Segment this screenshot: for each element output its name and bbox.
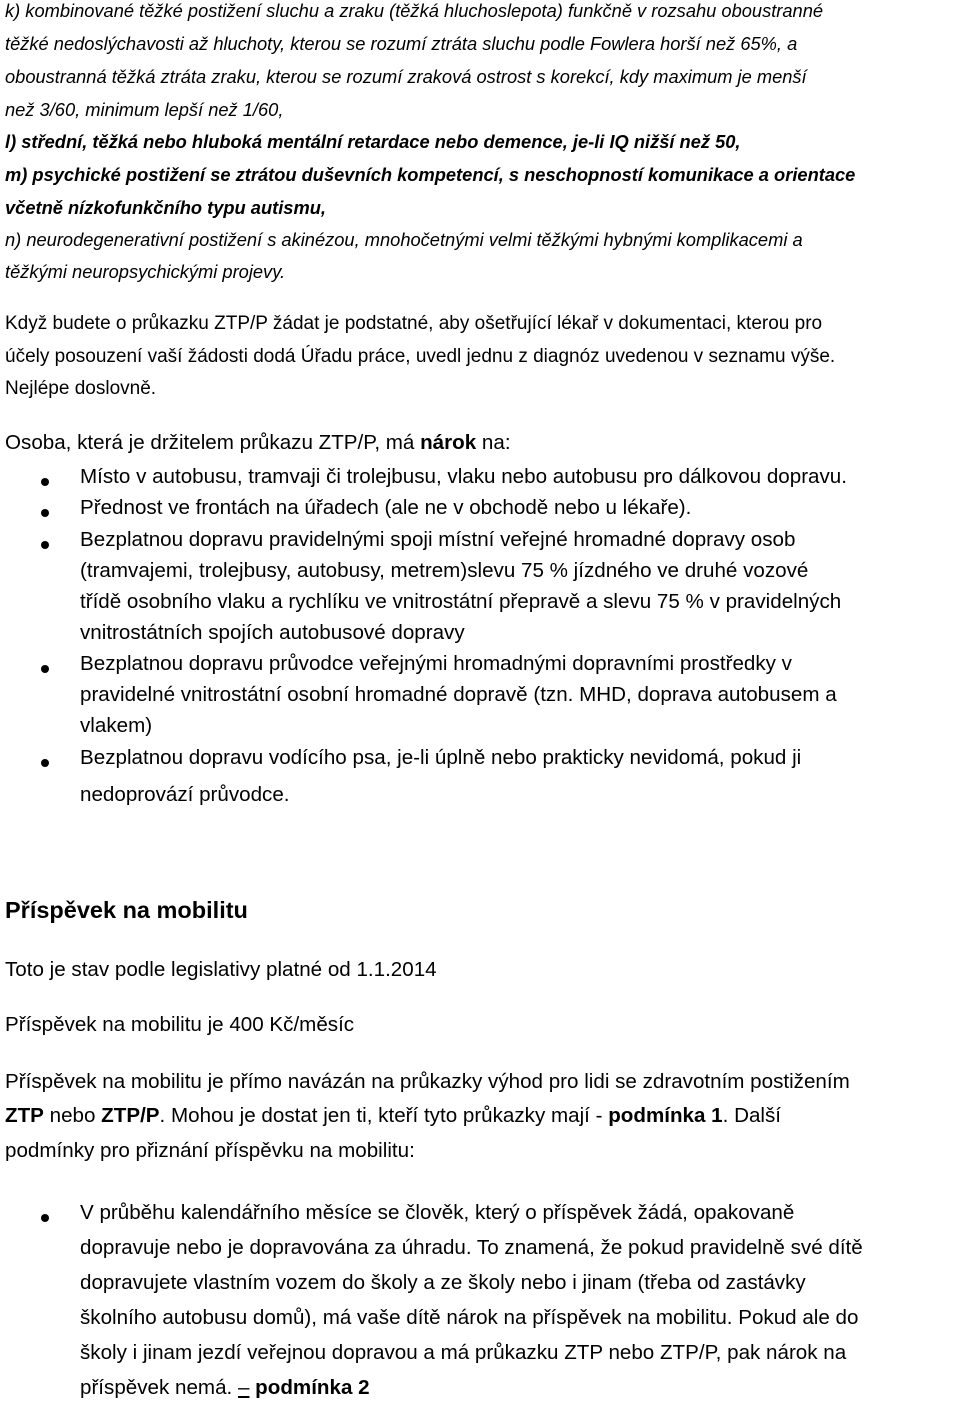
paragraph-ztp-request-line: účely posouzení vaší žádosti dodá Úřadu práce, uvedl jednu z diagnóz uvedenou v seznamu výše.	[5, 346, 836, 367]
inline-text: . Další	[722, 1104, 782, 1127]
dash-separator: –	[237, 1376, 250, 1399]
legislation-note: Toto je stav podle legislativy platné od 1.1.2014	[5, 958, 437, 981]
benefit-item-line: (tramvajemi, trolejbusy, autobusy, metrem)slevu 75 % jízdného ve druhé vozové	[80, 559, 809, 582]
inline-text: příspěvek nemá.	[80, 1376, 238, 1399]
inline-text: . Mohou je dostat jen ti, kteří tyto průkazky mají -	[159, 1104, 609, 1127]
benefit-item-line: pravidelné vnitrostátní osobní hromadné dopravě (tzn. MHD, doprava autobusem a	[80, 683, 837, 706]
benefit-item-line: nedoprovází průvodce.	[80, 783, 290, 806]
condition-line-last	[80, 1376, 370, 1400]
entitlement-intro-text: Osoba, která je držitelem průkazu ZTP/P, má	[5, 431, 421, 454]
condition-line: dopravuje nebo je dopravována za úhradu. To znamená, že pokud pravidelně své dítě	[80, 1236, 863, 1259]
entitlement-intro	[5, 431, 511, 455]
paragraph-link-line: podmínky pro přiznání příspěvku na mobilitu:	[5, 1139, 415, 1162]
bullet-icon	[41, 1214, 49, 1222]
benefit-item: Místo v autobusu, tramvaji či trolejbusu, vlaku nebo autobusu pro dálkovou dopravu.	[80, 465, 847, 488]
benefit-item: Přednost ve frontách na úřadech (ale ne v obchodě nebo u lékaře).	[80, 496, 692, 519]
benefit-item-line: Bezplatnou dopravu vodícího psa, je-li úplně nebo prakticky nevidomá, pokud ji	[80, 746, 802, 769]
paragraph-ztp-request-line: Když budete o průkazku ZTP/P žádat je podstatné, aby ošetřující lékař v dokumentaci, kterou pro	[5, 313, 823, 334]
list-item-k-line: oboustranná těžká ztráta zraku, kterou se rozumí zraková ostrost s korekcí, kdy maximum je menší	[5, 66, 807, 87]
ztp-term: ZTP	[5, 1104, 44, 1127]
ztpp-term: ZTP/P	[101, 1104, 160, 1127]
benefit-item-line: Bezplatnou dopravu pravidelnými spoji místní veřejné hromadné dopravy osob	[80, 528, 796, 551]
paragraph-link-line: Příspěvek na mobilitu je přímo navázán na průkazky výhod pro lidi se zdravotním postižením	[5, 1070, 850, 1093]
bullet-icon	[41, 759, 49, 767]
condition-line: školy i jinam jezdí veřejnou dopravou a má průkazku ZTP nebo ZTP/P, pak nárok na	[80, 1341, 847, 1364]
section-title: Příspěvek na mobilitu	[5, 897, 248, 923]
entitlement-intro-tail: na:	[476, 431, 511, 454]
list-item-k-line: než 3/60, minimum lepší než 1/60,	[5, 99, 284, 120]
list-item-l: l) střední, těžká nebo hluboká mentální retardace nebo demence, je-li IQ nižší než 50,	[5, 131, 741, 152]
bullet-icon	[41, 665, 49, 673]
condition-1-label: podmínka 1	[608, 1104, 723, 1127]
paragraph-ztp-request-line: Nejlépe doslovně.	[5, 378, 157, 399]
mobility-amount: Příspěvek na mobilitu je 400 Kč/měsíc	[5, 1013, 355, 1036]
bullet-icon	[41, 478, 49, 486]
benefit-item-line: třídě osobního vlaku a rychlíku ve vnitrostátní přepravě a slevu 75 % v pravidelných	[80, 590, 842, 613]
inline-text: nebo	[43, 1104, 102, 1127]
list-item-k-line: těžké nedoslýchavosti až hluchoty, kterou se rozumí ztráta sluchu podle Fowlera horší než 65%, a	[5, 33, 798, 54]
entitlement-keyword: nárok	[420, 431, 477, 454]
list-item-m-line: m) psychické postižení se ztrátou duševních kompetencí, s neschopností komunikace a orientace	[5, 164, 856, 185]
list-item-k-line: k) kombinované těžké postižení sluchu a zraku (těžká hluchoslepota) funkčně v rozsahu oboustranné	[5, 0, 824, 21]
list-item-n-line: n) neurodegenerativní postižení s akinézou, mnohočetnými velmi těžkými hybnými komplikacemi a	[5, 229, 803, 250]
bullet-icon	[41, 509, 49, 517]
condition-2-label: podmínka 2	[249, 1376, 370, 1399]
list-item-n-line: těžkými neuropsychickými projevy.	[5, 261, 286, 282]
benefit-item-line: vnitrostátních spojích autobusové dopravy	[80, 621, 465, 644]
benefit-item-line: Bezplatnou dopravu průvodce veřejnými hromadnými dopravními prostředky v	[80, 652, 792, 675]
condition-line: dopravujete vlastním vozem do školy a ze školy nebo i jinam (třeba od zastávky	[80, 1271, 806, 1294]
paragraph-link-line	[5, 1104, 781, 1128]
condition-line: školního autobusu domů), má vaše dítě nárok na příspěvek na mobilitu. Pokud ale do	[80, 1306, 859, 1329]
bullet-icon	[41, 541, 49, 549]
condition-line: V průběhu kalendářního měsíce se člověk, který o příspěvek žádá, opakovaně	[80, 1201, 795, 1224]
list-item-m-line: včetně nízkofunkčního typu autismu,	[5, 197, 326, 218]
benefit-item-line: vlakem)	[80, 714, 153, 737]
